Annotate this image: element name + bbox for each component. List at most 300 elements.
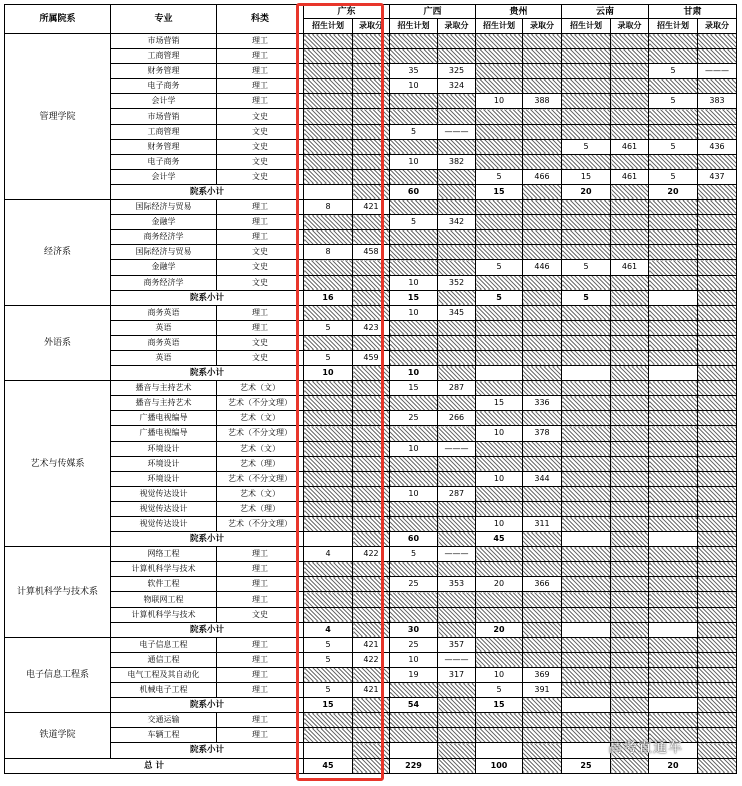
- plan-cell: [562, 230, 611, 245]
- plan-cell: [562, 728, 611, 743]
- plan-cell: [304, 64, 353, 79]
- plan-cell: [476, 381, 523, 396]
- subtotal-score-blank: [523, 698, 562, 713]
- table-row: [5, 275, 737, 290]
- plan-cell: [390, 396, 438, 411]
- score-cell: [611, 441, 649, 456]
- score-cell: [523, 109, 562, 124]
- plan-cell: [649, 350, 698, 365]
- plan-cell: [562, 486, 611, 501]
- category-cell: 文史: [217, 154, 304, 169]
- subtotal-score-blank: [611, 366, 649, 381]
- score-cell: [698, 396, 737, 411]
- score-cell: [698, 320, 737, 335]
- subtotal-label: 院系小计: [111, 622, 304, 637]
- score-cell: [611, 501, 649, 516]
- score-cell: 353: [438, 577, 476, 592]
- score-cell: [353, 154, 390, 169]
- score-cell: [611, 381, 649, 396]
- table-row: [5, 154, 737, 169]
- subtotal-score-blank: [523, 366, 562, 381]
- score-cell: [698, 215, 737, 230]
- score-cell: [523, 139, 562, 154]
- subtotal-plan: [562, 622, 611, 637]
- score-cell: [611, 124, 649, 139]
- category-cell: 文史: [217, 245, 304, 260]
- score-cell: [523, 562, 562, 577]
- score-cell: [523, 154, 562, 169]
- score-cell: [353, 607, 390, 622]
- score-cell: [523, 411, 562, 426]
- plan-cell: [562, 667, 611, 682]
- admission-table-wrapper: [4, 4, 737, 774]
- score-cell: [611, 562, 649, 577]
- plan-cell: [476, 79, 523, 94]
- score-cell: 382: [438, 154, 476, 169]
- plan-cell: [649, 260, 698, 275]
- subtotal-plan: 30: [390, 622, 438, 637]
- score-cell: ———: [438, 547, 476, 562]
- table-row: [5, 667, 737, 682]
- score-cell: 366: [523, 577, 562, 592]
- table-row: [5, 139, 737, 154]
- score-cell: 383: [698, 94, 737, 109]
- plan-cell: [562, 381, 611, 396]
- plan-cell: [390, 562, 438, 577]
- plan-cell: [304, 275, 353, 290]
- score-cell: 369: [523, 667, 562, 682]
- score-cell: [698, 79, 737, 94]
- subtotal-plan: [562, 698, 611, 713]
- score-cell: [698, 637, 737, 652]
- plan-cell: [476, 637, 523, 652]
- plan-cell: [562, 456, 611, 471]
- plan-cell: [476, 592, 523, 607]
- category-cell: 理工: [217, 728, 304, 743]
- major-cell: 会计学: [111, 169, 217, 184]
- major-cell: 计算机科学与技术: [111, 562, 217, 577]
- province-header: 甘肃: [649, 5, 737, 19]
- plan-cell: [476, 335, 523, 350]
- score-cell: [611, 49, 649, 64]
- score-cell: [523, 350, 562, 365]
- plan-cell: [649, 215, 698, 230]
- category-cell: 理工: [217, 683, 304, 698]
- score-cell: [611, 305, 649, 320]
- subtotal-score-blank: [353, 184, 390, 199]
- score-cell: [353, 441, 390, 456]
- score-cell: [438, 230, 476, 245]
- score-cell: [698, 713, 737, 728]
- score-cell: [698, 260, 737, 275]
- score-cell: [438, 94, 476, 109]
- score-cell: ———: [438, 124, 476, 139]
- plan-cell: 5: [390, 215, 438, 230]
- plan-cell: [562, 652, 611, 667]
- score-cell: [611, 713, 649, 728]
- plan-cell: 25: [390, 577, 438, 592]
- category-cell: 理工: [217, 64, 304, 79]
- plan-cell: [476, 486, 523, 501]
- subtotal-label: 院系小计: [111, 532, 304, 547]
- subtotal-plan: 54: [390, 698, 438, 713]
- score-cell: [523, 275, 562, 290]
- table-row: [5, 109, 737, 124]
- plan-cell: [390, 230, 438, 245]
- major-cell: 工商管理: [111, 124, 217, 139]
- category-cell: 理工: [217, 562, 304, 577]
- score-cell: 266: [438, 411, 476, 426]
- plan-cell: [476, 230, 523, 245]
- score-cell: [698, 109, 737, 124]
- score-cell: [523, 652, 562, 667]
- score-cell: [698, 49, 737, 64]
- table-row: [5, 426, 737, 441]
- score-cell: [438, 260, 476, 275]
- score-cell: [353, 34, 390, 49]
- plan-cell: 10: [390, 305, 438, 320]
- subtotal-row: [5, 698, 737, 713]
- plan-cell: [476, 215, 523, 230]
- major-cell: 视觉传达设计: [111, 486, 217, 501]
- plan-cell: [649, 49, 698, 64]
- plan-cell: 10: [390, 154, 438, 169]
- score-cell: [611, 456, 649, 471]
- score-cell: [611, 245, 649, 260]
- score-cell: ———: [438, 652, 476, 667]
- score-cell: [698, 245, 737, 260]
- plan-cell: 8: [304, 200, 353, 215]
- plan-cell: [562, 275, 611, 290]
- subtotal-plan: [390, 743, 438, 758]
- plan-cell: [390, 200, 438, 215]
- score-cell: 378: [523, 426, 562, 441]
- score-cell: 317: [438, 667, 476, 682]
- major-cell: 环境设计: [111, 441, 217, 456]
- subtotal-label: 院系小计: [111, 184, 304, 199]
- table-row: [5, 350, 737, 365]
- score-cell: 345: [438, 305, 476, 320]
- plan-cell: [649, 335, 698, 350]
- score-cell: [523, 64, 562, 79]
- score-cell: [523, 49, 562, 64]
- plan-cell: [476, 124, 523, 139]
- score-cell: [353, 275, 390, 290]
- score-cell: [611, 607, 649, 622]
- category-cell: 理工: [217, 49, 304, 64]
- total-score-blank: [611, 758, 649, 773]
- plan-cell: [562, 109, 611, 124]
- plan-cell: [562, 79, 611, 94]
- category-cell: 文史: [217, 335, 304, 350]
- score-cell: 461: [611, 169, 649, 184]
- subtotal-plan: [649, 366, 698, 381]
- plan-header: 招生计划: [304, 19, 353, 34]
- plan-cell: 15: [562, 169, 611, 184]
- category-cell: 艺术（文）: [217, 381, 304, 396]
- score-cell: 461: [611, 139, 649, 154]
- subtotal-score-blank: [698, 532, 737, 547]
- major-cell: 会计学: [111, 94, 217, 109]
- subtotal-plan: [562, 366, 611, 381]
- plan-cell: [562, 683, 611, 698]
- plan-cell: [562, 245, 611, 260]
- category-cell: 艺术（理）: [217, 501, 304, 516]
- plan-cell: [390, 683, 438, 698]
- table-row: [5, 49, 737, 64]
- plan-cell: 10: [390, 652, 438, 667]
- province-header: 广西: [390, 5, 476, 19]
- subtotal-score-blank: [698, 698, 737, 713]
- plan-cell: [390, 245, 438, 260]
- plan-header: 招生计划: [562, 19, 611, 34]
- major-cell: 计算机科学与技术: [111, 607, 217, 622]
- score-cell: [353, 411, 390, 426]
- score-cell: [353, 109, 390, 124]
- plan-cell: [562, 396, 611, 411]
- score-cell: [698, 486, 737, 501]
- category-cell: 艺术（不分文理）: [217, 426, 304, 441]
- plan-cell: [390, 49, 438, 64]
- score-cell: [353, 728, 390, 743]
- category-cell: 文史: [217, 124, 304, 139]
- score-cell: [438, 109, 476, 124]
- plan-cell: [304, 139, 353, 154]
- plan-cell: [562, 547, 611, 562]
- score-cell: 423: [353, 320, 390, 335]
- table-row: [5, 169, 737, 184]
- total-plan: 20: [649, 758, 698, 773]
- score-cell: [523, 320, 562, 335]
- score-cell: [611, 79, 649, 94]
- plan-cell: [476, 501, 523, 516]
- total-plan: 229: [390, 758, 438, 773]
- plan-cell: [390, 607, 438, 622]
- plan-cell: [649, 275, 698, 290]
- score-header: 录取分: [353, 19, 390, 34]
- category-header: 科类: [217, 5, 304, 34]
- plan-cell: [476, 456, 523, 471]
- score-cell: [698, 547, 737, 562]
- score-cell: [523, 230, 562, 245]
- score-cell: 421: [353, 683, 390, 698]
- subtotal-row: [5, 622, 737, 637]
- table-row: [5, 320, 737, 335]
- category-cell: 理工: [217, 637, 304, 652]
- plan-header: 招生计划: [390, 19, 438, 34]
- table-row: [5, 215, 737, 230]
- major-cell: 市场营销: [111, 34, 217, 49]
- total-row: [5, 758, 737, 773]
- plan-cell: [476, 200, 523, 215]
- admission-plan-table: [4, 4, 737, 774]
- plan-cell: [562, 335, 611, 350]
- plan-header: 招生计划: [649, 19, 698, 34]
- score-cell: [611, 34, 649, 49]
- score-cell: [523, 124, 562, 139]
- subtotal-score-blank: [523, 290, 562, 305]
- score-cell: [698, 577, 737, 592]
- score-cell: [611, 592, 649, 607]
- plan-cell: 15: [476, 396, 523, 411]
- score-cell: 287: [438, 381, 476, 396]
- category-cell: 理工: [217, 215, 304, 230]
- major-cell: 商务经济学: [111, 275, 217, 290]
- score-cell: [611, 215, 649, 230]
- subtotal-plan: 5: [476, 290, 523, 305]
- plan-cell: [390, 109, 438, 124]
- score-cell: [438, 607, 476, 622]
- score-cell: [698, 501, 737, 516]
- score-cell: [698, 456, 737, 471]
- category-cell: 理工: [217, 592, 304, 607]
- score-cell: [698, 562, 737, 577]
- score-cell: [353, 381, 390, 396]
- major-cell: 交通运输: [111, 713, 217, 728]
- score-cell: [611, 683, 649, 698]
- subtotal-score-blank: [611, 532, 649, 547]
- plan-cell: [304, 411, 353, 426]
- plan-cell: [476, 350, 523, 365]
- score-cell: [698, 381, 737, 396]
- category-cell: 艺术（文）: [217, 441, 304, 456]
- subtotal-score-blank: [353, 743, 390, 758]
- total-score-blank: [698, 758, 737, 773]
- score-cell: 437: [698, 169, 737, 184]
- subtotal-score-blank: [611, 184, 649, 199]
- score-cell: 325: [438, 64, 476, 79]
- major-cell: 播音与主持艺术: [111, 396, 217, 411]
- plan-cell: 10: [390, 486, 438, 501]
- subtotal-score-blank: [523, 622, 562, 637]
- score-cell: [611, 637, 649, 652]
- plan-cell: [562, 577, 611, 592]
- plan-cell: [476, 713, 523, 728]
- score-cell: 422: [353, 547, 390, 562]
- score-cell: [438, 350, 476, 365]
- plan-cell: [304, 154, 353, 169]
- subtotal-plan: 60: [390, 184, 438, 199]
- plan-cell: [304, 109, 353, 124]
- plan-cell: 15: [390, 381, 438, 396]
- plan-cell: [562, 592, 611, 607]
- plan-cell: 5: [304, 350, 353, 365]
- plan-cell: 25: [390, 637, 438, 652]
- plan-cell: [304, 79, 353, 94]
- score-cell: [353, 592, 390, 607]
- plan-cell: 20: [476, 577, 523, 592]
- score-cell: [611, 154, 649, 169]
- score-cell: 311: [523, 517, 562, 532]
- score-cell: [611, 652, 649, 667]
- score-cell: [353, 471, 390, 486]
- major-cell: 市场营销: [111, 109, 217, 124]
- score-cell: [698, 335, 737, 350]
- table-row: [5, 64, 737, 79]
- score-cell: 421: [353, 200, 390, 215]
- score-cell: [353, 169, 390, 184]
- total-score-blank: [438, 758, 476, 773]
- subtotal-plan: [649, 698, 698, 713]
- subtotal-plan: 15: [390, 290, 438, 305]
- score-cell: [353, 124, 390, 139]
- plan-cell: [304, 501, 353, 516]
- plan-cell: [649, 305, 698, 320]
- table-row: [5, 501, 737, 516]
- plan-cell: [390, 592, 438, 607]
- score-cell: [698, 471, 737, 486]
- plan-cell: [476, 320, 523, 335]
- score-cell: 391: [523, 683, 562, 698]
- dept-header: 所属院系: [5, 5, 111, 34]
- score-cell: [438, 517, 476, 532]
- plan-cell: [304, 577, 353, 592]
- subtotal-plan: 20: [562, 184, 611, 199]
- plan-cell: [562, 411, 611, 426]
- score-cell: [353, 517, 390, 532]
- table-row: [5, 441, 737, 456]
- category-cell: 理工: [217, 94, 304, 109]
- score-cell: ———: [438, 441, 476, 456]
- plan-cell: [649, 713, 698, 728]
- subtotal-score-blank: [438, 290, 476, 305]
- category-cell: 理工: [217, 547, 304, 562]
- score-cell: 458: [353, 245, 390, 260]
- score-cell: [698, 154, 737, 169]
- table-row: [5, 260, 737, 275]
- score-cell: [611, 517, 649, 532]
- score-cell: [523, 607, 562, 622]
- total-plan: 25: [562, 758, 611, 773]
- subtotal-score-blank: [353, 532, 390, 547]
- score-cell: 324: [438, 79, 476, 94]
- score-cell: [523, 456, 562, 471]
- subtotal-score-blank: [353, 290, 390, 305]
- score-cell: [353, 486, 390, 501]
- score-cell: [438, 335, 476, 350]
- plan-cell: [390, 169, 438, 184]
- subtotal-score-blank: [698, 290, 737, 305]
- plan-cell: [304, 607, 353, 622]
- subtotal-score-blank: [438, 622, 476, 637]
- dept-name: 计算机科学与技术系: [5, 547, 111, 638]
- table-row: [5, 335, 737, 350]
- table-row: [5, 411, 737, 426]
- score-cell: [611, 94, 649, 109]
- score-cell: [438, 683, 476, 698]
- subtotal-plan: [562, 532, 611, 547]
- category-cell: 艺术（不分文理）: [217, 517, 304, 532]
- score-cell: 466: [523, 169, 562, 184]
- plan-cell: 25: [390, 411, 438, 426]
- plan-cell: [390, 335, 438, 350]
- score-cell: [523, 728, 562, 743]
- plan-cell: [476, 245, 523, 260]
- plan-cell: [304, 215, 353, 230]
- major-cell: 通信工程: [111, 652, 217, 667]
- plan-cell: [390, 320, 438, 335]
- plan-cell: [649, 124, 698, 139]
- score-cell: [438, 200, 476, 215]
- subtotal-row: [5, 532, 737, 547]
- score-cell: [353, 79, 390, 94]
- subtotal-score-blank: [438, 532, 476, 547]
- plan-cell: [476, 139, 523, 154]
- subtotal-plan: 20: [649, 184, 698, 199]
- plan-cell: [304, 169, 353, 184]
- major-cell: 国际经济与贸易: [111, 200, 217, 215]
- plan-cell: [649, 577, 698, 592]
